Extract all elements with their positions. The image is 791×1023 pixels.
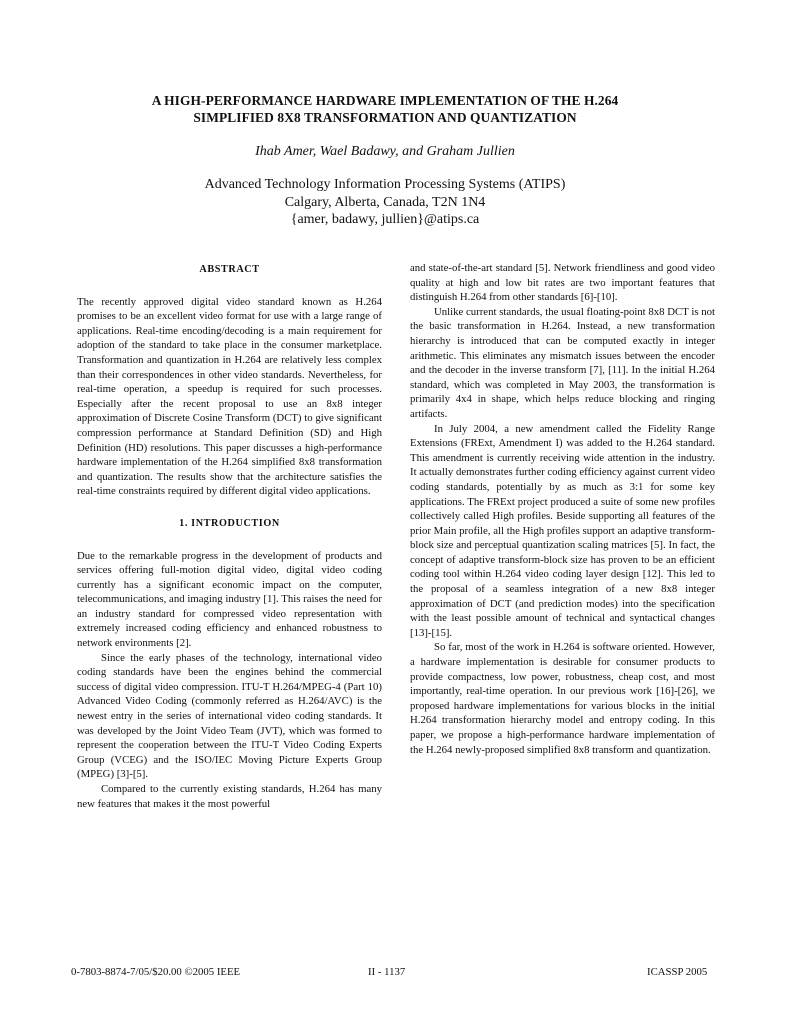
paper-title	[60, 92, 710, 126]
right-column	[410, 261, 715, 757]
author-list: Ihab Amer, Wael Badawy, and Graham Jullien	[255, 144, 515, 159]
introduction-heading: 1. INTRODUCTION	[179, 517, 280, 529]
affiliation	[60, 176, 710, 229]
title-line-2: SIMPLIFIED 8X8 TRANSFORMATION AND QUANTIZATION	[193, 110, 577, 125]
footer-page-number: II - 1137	[368, 966, 406, 978]
footer-copyright: 0-7803-8874-7/05/$20.00 ©2005 IEEE	[71, 966, 241, 978]
abstract-heading: ABSTRACT	[199, 264, 260, 275]
intro-paragraph-1: Due to the remarkable progress in the development of products and services offering full-motion digital video, digital video coding currently has a significant economic impact on the computer, telecommunications, and imaging industry [1]. This raises the need for an industry standard for compressed video representation with extremely increased coding efficiency and enhanced robustness to network environments [2].	[77, 549, 382, 650]
left-column	[77, 261, 382, 811]
right-paragraph-3: In July 2004, a new amendment called the Fidelity Range Extensions (FRExt, Amendment I) was added to the H.264 standard. This amendment is currently receiving wide attention in the industry. It actually demonstrates further coding efficiency against current video coding standards, potentially by as much as 3:1 for some key applications. The FRExt project produced a suite of some new profiles collectively called High profiles. Beside supporting all features of the prior Main profile, all the High profiles support an adaptive transform-block size and perceptual quantization scaling matrices [5]. In fact, the concept of adaptive transform-block size has proven to be an efficient coding tool within H.264 video coding layer design [12]. This led to the proposal of a seamless integration of a new 8x8 integer approximation of DCT (and prediction modes) into the specification with the least possible amount of technical and syntactical changes [13]-[15].	[410, 422, 715, 639]
right-paragraph-4: So far, most of the work in H.264 is software oriented. However, a hardware implementation is desirable for consumer products to provide compactness, low power, robustness, cheap cost, and most importantly, real-time operation. In our previous work [16]-[26], we proposed hardware implementations for various blocks in the initial H.264 transformation hierarchy model and entropy coding. In this paper, we propose a high-performance hardware implementation of the H.264 newly-proposed simplified 8x8 transform and quantization.	[410, 641, 715, 756]
footer-conference: ICASSP 2005	[647, 966, 708, 978]
right-paragraph-1: and state-of-the-art standard [5]. Network friendliness and good video quality at high and low bit rates are two important features that distinguish H.264 from other standards [6]-[10].	[410, 262, 715, 304]
intro-paragraph-3: Compared to the currently existing standards, H.264 has many new features that makes it the most powerful	[77, 783, 382, 810]
right-paragraph-2: Unlike current standards, the usual floating-point 8x8 DCT is not the basic transformation in H.264. Instead, a new transformation hierarchy is introduced that can be computed exactly in integer arithmetic. This eliminates any mismatch issues between the encoder and the decoder in the inverse transform [7], [11]. In the initial H.264 standard, which was completed in May 2003, the transformation is primarily 4x4 in shape, which helps reduce blocking and ringing artifacts.	[410, 305, 715, 420]
affiliation-line-2: Calgary, Alberta, Canada, T2N 1N4	[284, 194, 486, 210]
affiliation-line-1: Advanced Technology Information Processing Systems (ATIPS)	[204, 177, 566, 192]
affiliation-email: {amer, badawy, jullien}@atips.ca	[290, 212, 480, 227]
intro-paragraph-2: Since the early phases of the technology, international video coding standards have been the engines behind the commercial success of digital video compression. ITU-T H.264/MPEG-4 (Part 10) Advanced Video Coding (commonly referred as H.264/AVC) is the newest entry in the series of international video coding standards. It was developed by the Joint Video Team (JVT), which was formed to represent the cooperation between the ITU-T Video Coding Experts Group (VCEG) and the ISO/IEC Moving Picture Experts Group (MPEG) [3]-[5].	[77, 651, 382, 781]
abstract-text: The recently approved digital video standard known as H.264 promises to be an excellent video format for use with a large range of applications. Real-time encoding/decoding is a main requirement for adoption of the standard to take place in the consumer marketplace. Transformation and quantization in H.264 are relatively less complex than their correspondences in other video standards. Nevertheless, for real-time operation, a speedup is required for such processes. Especially after the recent proposal to use an 8x8 integer approximation of Discrete Cosine Transform (DCT) to give significant compression performance at Standard Definition (SD) and High Definition (HD) resolutions. This paper discusses a high-performance hardware implementation of the H.264 simplified 8x8 transformation and quantization. The results show that the architecture satisfies the real-time constraints required by different digital video applications.	[77, 295, 382, 498]
title-line-1: A HIGH-PERFORMANCE HARDWARE IMPLEMENTATION OF THE H.264	[151, 93, 619, 108]
